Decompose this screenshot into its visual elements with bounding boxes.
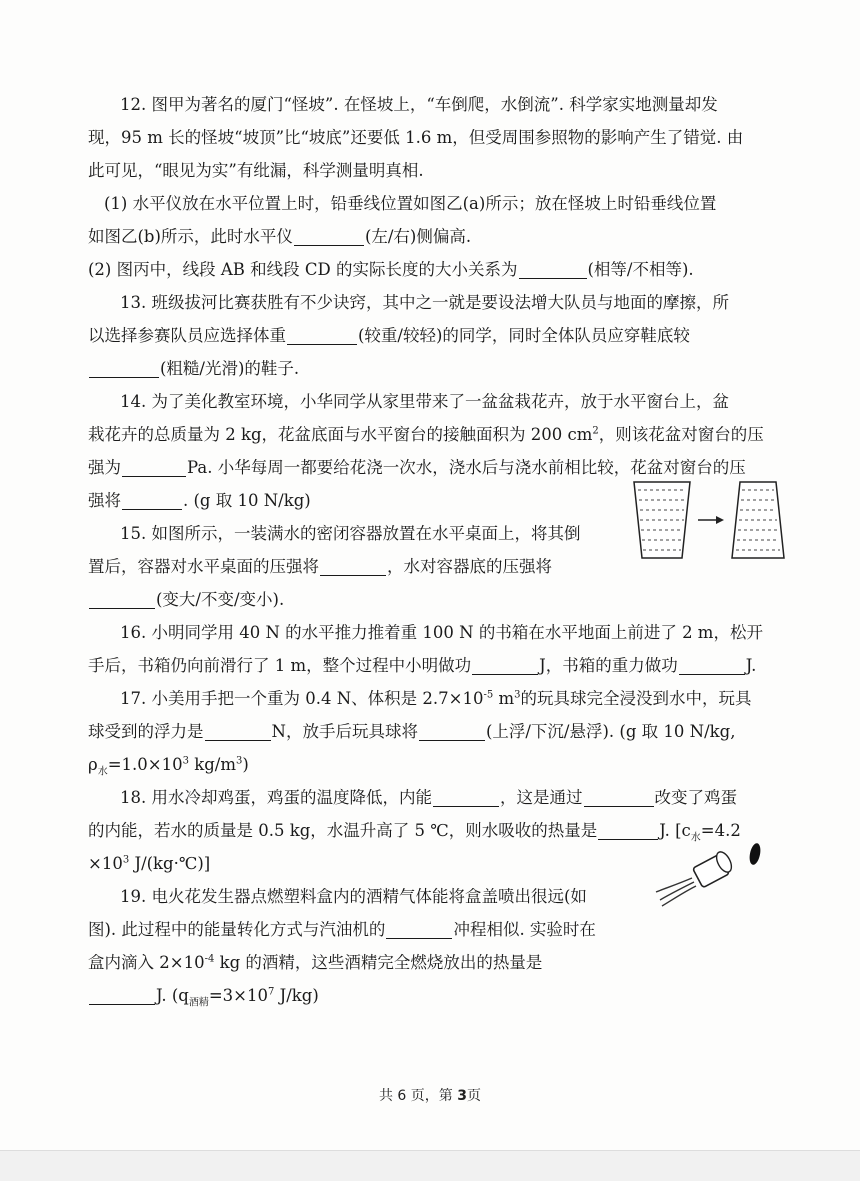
q13-line1: 13. 班级拔河比赛获胜有不少诀窍，其中之一就是要设法增大队员与地面的摩擦，所 bbox=[120, 293, 729, 312]
subscript: 水 bbox=[690, 832, 701, 844]
q16-line2 bbox=[88, 649, 794, 682]
text: 的内能，若水的质量是 0.5 kg，水温升高了 5 ℃，则水吸收的热量是 bbox=[88, 821, 598, 840]
text: 改变了鸡蛋 bbox=[654, 788, 737, 807]
subscript: 酒精 bbox=[188, 997, 209, 1009]
text: 盒内滴入 2×10 bbox=[88, 953, 205, 972]
footer-text: 共 6 页，第 bbox=[378, 1088, 458, 1104]
text: 以选择参赛队员应选择体重 bbox=[88, 326, 286, 345]
text: Pa. 小华每周一都要给花浇一次水，浇水后与浇水前相比较，花盆对窗台的压 bbox=[187, 458, 746, 477]
text: J. (q bbox=[156, 986, 189, 1005]
text: J/kg) bbox=[274, 986, 319, 1005]
q17-line2 bbox=[88, 715, 794, 748]
text: (上浮/下沉/悬浮). (g 取 10 N/kg, bbox=[485, 722, 736, 741]
answer-blank[interactable] bbox=[472, 654, 538, 675]
lid-icon bbox=[748, 842, 762, 866]
text: 栽花卉的总质量为 2 kg，花盆底面与水平窗台的接触面积为 200 cm bbox=[88, 425, 593, 444]
subscript: 水 bbox=[97, 766, 108, 778]
text: . (g 取 10 N/kg) bbox=[183, 491, 311, 510]
text: (较重/较轻)的同学，同时全体队员应穿鞋底较 bbox=[358, 326, 690, 345]
text: =4.2 bbox=[700, 821, 741, 840]
q19-line2 bbox=[88, 913, 794, 946]
plastic-box-icon bbox=[693, 849, 735, 887]
upright-container bbox=[634, 482, 690, 558]
text: (2) 图丙中，线段 AB 和线段 CD 的实际长度的大小关系为 bbox=[88, 260, 518, 279]
footer-text: 页 bbox=[467, 1088, 481, 1104]
text: kg/m bbox=[188, 755, 236, 774]
q18-line1 bbox=[88, 781, 794, 814]
answer-blank[interactable] bbox=[320, 555, 386, 576]
text: ×10 bbox=[88, 854, 123, 873]
text: (左/右)侧偏高. bbox=[364, 227, 472, 246]
answer-blank[interactable] bbox=[287, 324, 357, 345]
text: ，则该花盆对窗台的压 bbox=[598, 425, 764, 444]
text: J，书箱的重力做功 bbox=[539, 656, 678, 675]
text: =1.0×10 bbox=[107, 755, 183, 774]
text: kg 的酒精，这些酒精完全燃烧放出的热量是 bbox=[214, 953, 543, 972]
text: ) bbox=[242, 755, 249, 774]
answer-blank[interactable] bbox=[122, 489, 182, 510]
answer-blank[interactable] bbox=[89, 588, 155, 609]
q13-line3 bbox=[88, 352, 794, 385]
q14-line1: 14. 为了美化教室环境，小华同学从家里带来了一盆盆栽花卉，放于水平窗台上，盆 bbox=[120, 392, 729, 411]
answer-blank[interactable] bbox=[598, 819, 658, 840]
q19-line4 bbox=[88, 979, 794, 1012]
answer-blank[interactable] bbox=[205, 720, 271, 741]
text: ，水对容器底的压强将 bbox=[387, 557, 552, 576]
text: m bbox=[493, 689, 515, 708]
text: 强为 bbox=[88, 458, 121, 477]
text: 图). 此过程中的能量转化方式与汽油机的 bbox=[88, 920, 386, 939]
answer-blank[interactable] bbox=[679, 654, 745, 675]
bottom-bar bbox=[0, 1150, 860, 1181]
text: 置后，容器对水平桌面的压强将 bbox=[88, 557, 319, 576]
superscript: 7 bbox=[267, 986, 275, 998]
q12-part2 bbox=[88, 253, 794, 286]
answer-blank[interactable] bbox=[89, 984, 155, 1005]
answer-blank[interactable] bbox=[419, 720, 485, 741]
answer-blank[interactable] bbox=[433, 786, 499, 807]
text: (变大/不变/变小). bbox=[156, 590, 285, 609]
text: J. bbox=[745, 656, 757, 675]
q12-part1-line1: (1) 水平仪放在水平位置上时，铅垂线位置如图乙(a)所示；放在怪坡上时铅垂线位置 bbox=[104, 194, 717, 213]
superscript: 3 bbox=[235, 755, 243, 767]
text: (粗糙/光滑)的鞋子. bbox=[160, 359, 300, 378]
q15-line1: 15. 如图所示，一装满水的密闭容器放置在水平桌面上，将其倒 bbox=[120, 524, 581, 543]
page-footer bbox=[0, 1085, 860, 1105]
q12-line1: 12. 图甲为著名的厦门“怪坡”. 在怪坡上，“车倒爬，水倒流”. 科学家实地测量却发 bbox=[120, 95, 718, 114]
page-number: 3 bbox=[457, 1088, 467, 1104]
text: (相等/不相等). bbox=[587, 260, 694, 279]
answer-blank[interactable] bbox=[122, 456, 186, 477]
answer-blank[interactable] bbox=[294, 225, 364, 246]
superscript: 3 bbox=[182, 755, 189, 767]
text: J/(kg·℃)] bbox=[129, 854, 211, 873]
spark-generator-icon bbox=[656, 878, 696, 906]
text: J. [c bbox=[659, 821, 691, 840]
q19-line1: 19. 电火花发生器点燃塑料盒内的酒精气体能将盒盖喷出很远(如 bbox=[120, 887, 587, 906]
q12-line3: 此可见，“眼见为实”有纰漏，科学测量明真相. bbox=[88, 161, 424, 180]
answer-blank[interactable] bbox=[584, 786, 654, 807]
q12-line2: 现，95 m 长的怪坡“坡顶”比“坡底”还要低 1.6 m，但受周围参照物的影响产生了错觉. 由 bbox=[88, 128, 744, 147]
text: =3×10 bbox=[208, 986, 268, 1005]
text: 球受到的浮力是 bbox=[88, 722, 204, 741]
q16-line1: 16. 小明同学用 40 N 的水平推力推着重 100 N 的书箱在水平地面上前进了 2 m，松开 bbox=[120, 623, 763, 642]
arrow-icon bbox=[698, 516, 724, 524]
superscript: 3 bbox=[514, 689, 521, 701]
container-figure bbox=[632, 480, 792, 560]
text: 17. 小美用手把一个重为 0.4 N、体积是 2.7×10 bbox=[120, 689, 484, 708]
text: 的玩具球完全浸没到水中，玩具 bbox=[520, 689, 752, 708]
text: ，这是通过 bbox=[500, 788, 583, 807]
answer-blank[interactable] bbox=[519, 258, 587, 279]
superscript: -4 bbox=[204, 953, 215, 965]
q17-line1 bbox=[88, 682, 794, 715]
inverted-container bbox=[732, 482, 784, 558]
text: 强将 bbox=[88, 491, 121, 510]
superscript: 2 bbox=[592, 425, 599, 437]
superscript: 3 bbox=[122, 854, 130, 866]
q15-line3 bbox=[88, 583, 794, 616]
answer-blank[interactable] bbox=[89, 357, 159, 378]
text: 手后，书箱仍向前滑行了 1 m，整个过程中小明做功 bbox=[88, 656, 472, 675]
q17-line3 bbox=[88, 748, 794, 781]
spark-experiment-figure bbox=[652, 838, 772, 908]
superscript: -5 bbox=[483, 689, 494, 701]
text: 冲程相似. 实验时在 bbox=[453, 920, 596, 939]
q12-part1-line2 bbox=[88, 220, 794, 253]
answer-blank[interactable] bbox=[386, 918, 452, 939]
text: ρ bbox=[88, 755, 98, 774]
text: N，放手后玩具球将 bbox=[271, 722, 418, 741]
q14-line2 bbox=[88, 418, 794, 451]
q13-line2 bbox=[88, 319, 794, 352]
text: 如图乙(b)所示，此时水平仪 bbox=[88, 227, 293, 246]
q19-line3 bbox=[88, 946, 794, 979]
text: 18. 用水冷却鸡蛋，鸡蛋的温度降低，内能 bbox=[120, 788, 432, 807]
